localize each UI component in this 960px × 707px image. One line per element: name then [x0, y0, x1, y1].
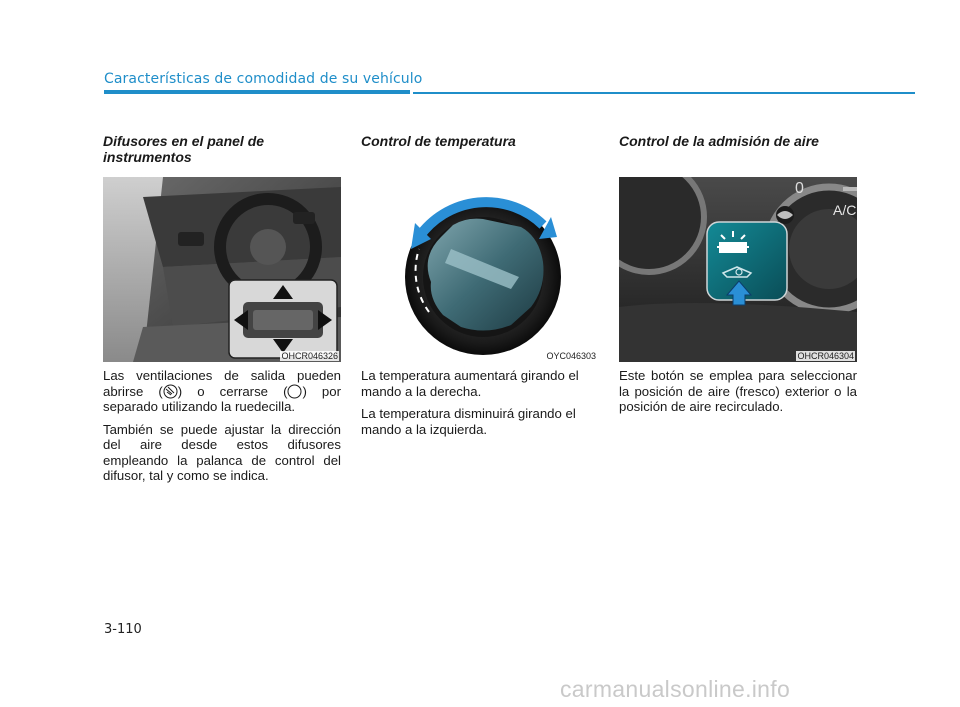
- figure-temperature-knob: [361, 177, 599, 362]
- temperature-knob-illustration: [361, 177, 599, 362]
- dashboard-illustration: [103, 177, 341, 362]
- header-accent-bar: [104, 90, 410, 94]
- paragraph-direction: También se puede ajustar la dirección del aire desde estos difusores empleando la palanca de control del difusor, tal y como se indica.: [103, 421, 341, 483]
- page-number: 3-110: [104, 622, 142, 637]
- header-rule: [413, 92, 915, 94]
- paragraph-increase: La temperatura aumentará girando el mando a la derecha.: [361, 368, 579, 399]
- section-title: Características de comodidad de su vehículo: [104, 71, 423, 87]
- column-temperature: [361, 133, 599, 437]
- heading-air-intake: Control de la admisión de aire: [619, 133, 819, 149]
- vent-closed-icon: [287, 384, 302, 399]
- panel-zero-label: 0: [795, 180, 804, 197]
- paragraph-decrease: La temperatura disminuirá girando el mando a la izquierda.: [361, 406, 576, 437]
- paragraph-open-close: Las ventilaciones de salida pueden abrirse ( ) o cerrarse ( ) por separado utilizando la ruedecilla.: [103, 368, 341, 414]
- figure-code: OYC046303: [546, 351, 596, 361]
- column-vents: [103, 133, 341, 483]
- figure-dashboard-vents: [103, 177, 341, 362]
- figure-code: OHCR046326: [281, 351, 338, 361]
- figure-air-intake-button: [619, 177, 857, 362]
- figure-code: OHCR046304: [797, 351, 854, 361]
- air-intake-illustration: [619, 177, 857, 362]
- vent-open-icon: [163, 384, 178, 399]
- column-air-intake: [619, 133, 857, 414]
- body-text-air-intake: [619, 368, 857, 422]
- body-text-temperature: [361, 368, 599, 444]
- heading-temperature: Control de temperatura: [361, 133, 516, 149]
- watermark: carmanualsonline.info: [560, 676, 791, 702]
- body-text-vents: [103, 368, 341, 491]
- ac-label: A/C: [833, 202, 857, 218]
- heading-vents: Difusores en el panel de instrumentos: [103, 133, 265, 165]
- paragraph-intake: Este botón se emplea para seleccionar la posición de aire (fresco) exterior o la posición de aire recirculado.: [619, 368, 857, 414]
